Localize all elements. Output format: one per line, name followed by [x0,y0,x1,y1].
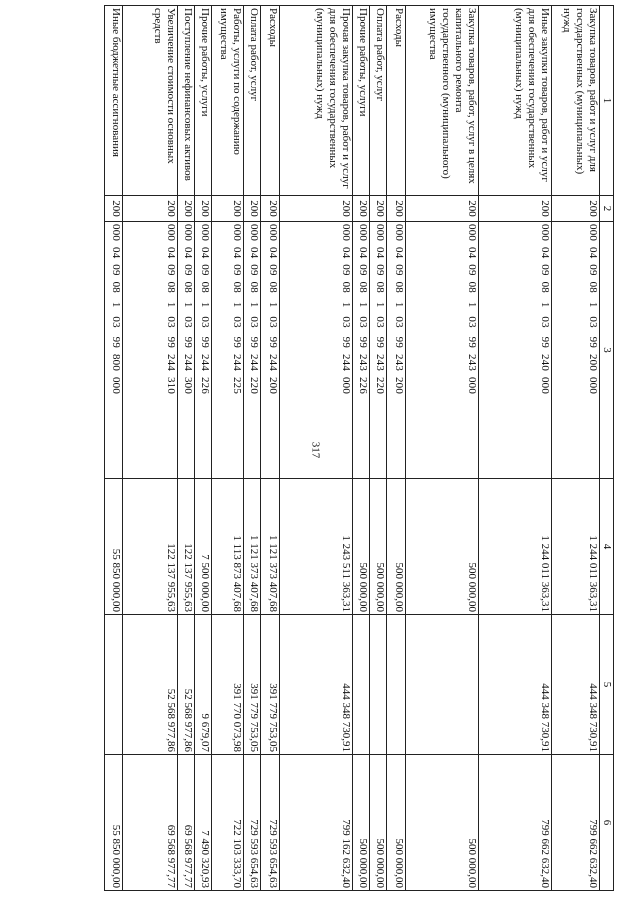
row-col4: 1 244 011 363,31 [552,479,600,615]
row-name: Расходы [387,6,406,196]
row-col4: 500 000,00 [370,479,387,615]
row-code-200: 200 [552,196,600,222]
row-col6: 69 568 977,77 [123,755,178,891]
row-col5: 391 779 753,05 [244,615,261,755]
row-code-200: 200 [387,196,406,222]
table-row [178,6,195,891]
header-cell: 3 [600,222,614,479]
row-budget-code: 000 04 09 08 1 03 99 240 000 [479,222,552,479]
row-name: Иные закупки товаров, работ и услуг для обеспечения государственных (муниципальных) нужд [479,6,552,196]
table-row [387,6,406,891]
row-name: Оплата работ, услуг [244,6,261,196]
row-budget-code: 000 04 09 08 1 03 99 244 310 [123,222,178,479]
table-row [479,6,552,891]
row-name: Иные бюджетные ассигнования [105,6,123,196]
row-budget-code: 000 04 09 08 1 03 99 244 200 [261,222,280,479]
row-col5: 9 679,07 [195,615,212,755]
row-col6: 500 000,00 [387,755,406,891]
row-col6: 69 568 977,77 [178,755,195,891]
row-col6: 722 103 333,70 [212,755,244,891]
row-budget-code: 000 04 09 08 1 03 99 200 000 [552,222,600,479]
rotated-table-container [78,5,614,890]
row-name: Прочие работы, услуги [353,6,370,196]
row-col6: 7 490 320,93 [195,755,212,891]
row-col4: 1 243 511 363,31 [280,479,353,615]
page-number: 317 [309,441,322,459]
row-col5 [353,615,370,755]
row-budget-code: 000 04 09 08 1 03 99 243 200 [387,222,406,479]
row-budget-code: 000 04 09 08 1 03 99 243 226 [353,222,370,479]
row-col4: 55 850 000,00 [105,479,123,615]
row-budget-code: 000 04 09 08 1 03 99 243 000 [406,222,479,479]
row-col5: 444 348 730,91 [280,615,353,755]
row-code-200: 200 [178,196,195,222]
row-col4: 122 137 955,63 [123,479,178,615]
row-code-200: 200 [212,196,244,222]
table-row [195,6,212,891]
row-col4: 500 000,00 [353,479,370,615]
row-code-200: 200 [370,196,387,222]
header-cell: 4 [600,479,614,615]
row-col6: 729 593 654,63 [261,755,280,891]
table-row [353,6,370,891]
row-code-200: 200 [479,196,552,222]
row-col4: 1 121 373 407,68 [244,479,261,615]
row-code-200: 200 [195,196,212,222]
header-row [600,6,614,891]
row-col5 [406,615,479,755]
table-row [261,6,280,891]
header-cell: 1 [600,6,614,196]
row-col4: 7 500 000,00 [195,479,212,615]
row-name: Оплата работ, услуг [370,6,387,196]
row-name: Работы, услуги по содержанию имущества [212,6,244,196]
row-col6: 799 662 632,40 [552,755,600,891]
row-col6: 55 850 000,00 [105,755,123,891]
row-code-200: 200 [244,196,261,222]
row-code-200: 200 [261,196,280,222]
row-name: Расходы [261,6,280,196]
row-col6: 500 000,00 [353,755,370,891]
row-col5 [105,615,123,755]
row-code-200: 200 [353,196,370,222]
row-col6: 799 662 632,40 [479,755,552,891]
table-row [244,6,261,891]
header-cell: 6 [600,755,614,891]
row-budget-code: 000 04 09 08 1 03 99 243 220 [370,222,387,479]
row-col5 [387,615,406,755]
row-budget-code: 000 04 09 08 1 03 99 244 220 [244,222,261,479]
row-name: Прочая закупка товаров, работ и услуг для обеспечения государственных (муниципальных) нужд [280,6,353,196]
row-budget-code: 000 04 09 08 1 03 99 800 000 [105,222,123,479]
row-code-200: 200 [280,196,353,222]
row-budget-code: 000 04 09 08 1 03 99 244 225 [212,222,244,479]
row-col4: 500 000,00 [387,479,406,615]
row-name: Закупка товаров, работ, услуг в целях капитального ремонта государственного (муниципального) имущества [406,6,479,196]
table-row [370,6,387,891]
row-name: Прочие работы, услуги [195,6,212,196]
row-col6: 500 000,00 [370,755,387,891]
table-row [552,6,600,891]
row-col4: 500 000,00 [406,479,479,615]
row-col4: 1 121 373 407,68 [261,479,280,615]
table-row [280,6,353,891]
row-code-200: 200 [406,196,479,222]
row-col6: 729 593 654,63 [244,755,261,891]
row-col4: 1 113 873 407,68 [212,479,244,615]
header-cell: 2 [600,196,614,222]
row-col5: 444 348 730,91 [552,615,600,755]
row-col4: 122 137 955,63 [178,479,195,615]
row-col5: 391 779 753,05 [261,615,280,755]
row-col5: 444 348 730,91 [479,615,552,755]
row-code-200: 200 [105,196,123,222]
row-col6: 799 162 632,40 [280,755,353,891]
row-col6: 500 000,00 [406,755,479,891]
row-col5: 52 568 977,86 [178,615,195,755]
table-row [406,6,479,891]
row-budget-code: 000 04 09 08 1 03 99 244 300 [178,222,195,479]
row-budget-code: 000 04 09 08 1 03 99 244 000 [280,222,353,479]
row-col5: 52 568 977,86 [123,615,178,755]
row-name: Поступление нефинансовых активов [178,6,195,196]
row-col5: 391 770 073,98 [212,615,244,755]
table-row [123,6,178,891]
budget-table [104,5,614,891]
row-col4: 1 244 011 363,31 [479,479,552,615]
header-cell: 5 [600,615,614,755]
row-budget-code: 000 04 09 08 1 03 99 244 226 [195,222,212,479]
row-name: Закупка товаров, работ и услуг для государственных (муниципальных) нужд [552,6,600,196]
row-code-200: 200 [123,196,178,222]
table-row [212,6,244,891]
row-col5 [370,615,387,755]
row-name: Увеличение стоимости основных средств [123,6,178,196]
table-row [105,6,123,891]
